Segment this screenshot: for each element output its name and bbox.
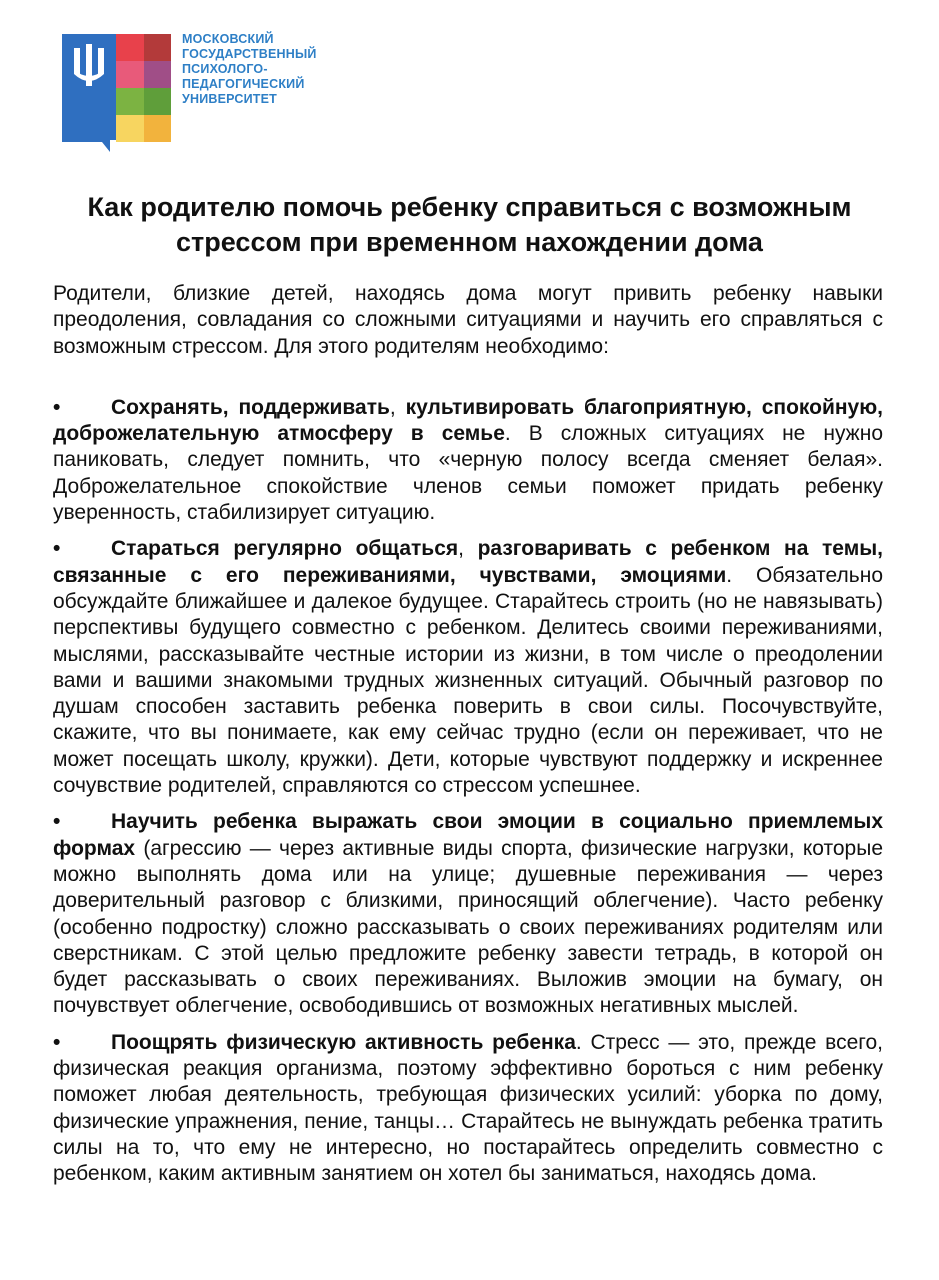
university-name [182, 32, 317, 107]
item-text: . Стресс — это, прежде всего, физическая реакция организма, поэтому эффективно бороться с ним ребенку поможет любая деятельность, требующая физических усилий: уборка по дому, физические упражнения, пение, танцы… Старайтесь не вынуждать ребенка тратить силы на то, что ему не интересно, но постарайтесь определить совместно с ребенком, каким активным занятием он хотел бы заниматься, находясь дома. [53, 1030, 883, 1186]
logo-line: МОСКОВСКИЙ [182, 32, 274, 46]
item-text: (агрессию — через активные виды спорта, физические нагрузки, которые можно выполнять дома или на улице; душевные переживания — через доверительный разговор с близкими, приносящий облегчение). Часто ребенку (особенно подростку) сложно рассказывать о своих переживаниях родителям или сверстникам. С этой целью предложите ребенку завести тетрадь, в которой он будет рассказывать о своих переживаниях. Выложив эмоции на бумагу, он почувствует облегчение, освободившись от возможных негативных мыслей. [53, 836, 883, 1018]
logo-line: УНИВЕРСИТЕТ [182, 92, 277, 106]
item-text: . В сложных ситуациях не нужно паниковать, следует помнить, что «черную полосу всегда сменяет белая». Доброжелательное спокойствие членов семьи поможет придать ребенку уверенность, стабилизирует ситуацию. [53, 422, 884, 525]
item-separator: , [389, 395, 406, 419]
logo-emblem-icon [60, 30, 175, 158]
item-emphasis: Поощрять физическую активность ребенка [111, 1030, 576, 1054]
intro-paragraph: Родители, близкие детей, находясь дома могут привить ребенку навыки преодоления, совладания со сложными ситуациями и научить его справляться с возможным стрессом. Для этого родителям необходимо: [53, 282, 883, 358]
item-emphasis: культивировать благоприятную, спокойную, доброжелательную атмосферу в семье [53, 395, 883, 446]
logo-line: ПЕДАГОГИЧЕСКИЙ [182, 77, 305, 91]
list-item [53, 536, 883, 799]
item-separator: , [458, 537, 478, 561]
document-body [53, 281, 883, 1198]
logo-line: ПСИХОЛОГО- [182, 62, 268, 76]
page-title: Как родителю помочь ребенку справиться с возможным стрессом при временном нахождении дома [87, 192, 852, 257]
bullet-icon: • [53, 1030, 61, 1054]
list-item [53, 1030, 883, 1188]
bullet-icon: • [53, 537, 61, 561]
bullet-icon: • [53, 395, 61, 419]
item-text: . Обязательно обсуждайте ближайшее и далекое будущее. Старайтесь строить (но не навязывать) перспективы будущего совместно с ребенком. Делитесь своими переживаниями, мыслями, рассказывайте честные истории из жизни, в том числе о преодолении вами и вашими знакомыми трудных жизненных ситуаций. Обычный разговор по душам способен заставить ребенка поверить в свои силы. Посочувствуйте, скажите, что вы понимаете, как ему сейчас трудно (если он переживает, что не может посещать школу, кружки). Дети, которые чувствуют поддержку и искреннее сочувствие родителей, справляются со стрессом успешнее. [53, 563, 884, 798]
item-emphasis: Стараться регулярно общаться [111, 537, 459, 561]
item-emphasis: разговаривать с ребенком на темы, связанные с его переживаниями, чувствами, эмоциями [53, 537, 884, 587]
list-item [53, 395, 883, 526]
logo-line: ГОСУДАРСТВЕННЫЙ [182, 47, 317, 61]
bullet-icon: • [53, 810, 61, 834]
university-logo [60, 30, 350, 160]
item-emphasis: Сохранять, поддерживать [111, 395, 390, 419]
list-item [53, 809, 883, 1019]
item-emphasis: Научить ребенка выражать свои эмоции в социально приемлемых формах [53, 810, 883, 860]
